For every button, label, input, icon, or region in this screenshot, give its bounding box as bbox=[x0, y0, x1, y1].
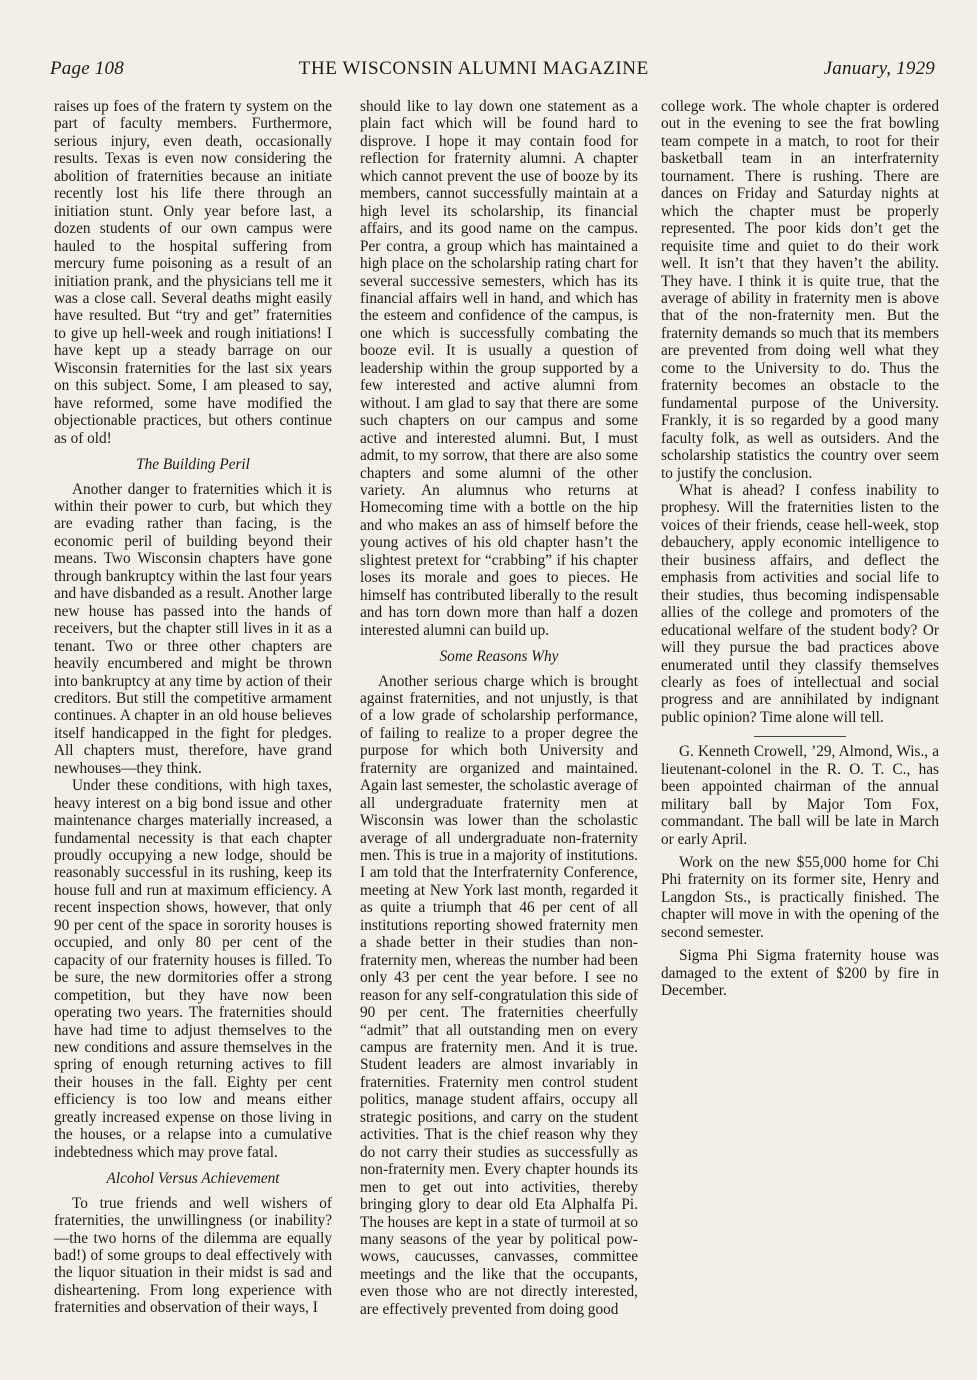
heading-building-peril: The Building Peril bbox=[136, 456, 250, 474]
section-divider bbox=[754, 736, 846, 737]
paragraph-alcohol: To true friends and well wishers of fraternities, the unwillingness (or inability?—the two horns of the dilemma are equally bad!) of some groups to deal effectively with the liquor situation in their midst is sad and disheartening. From long experience with fraternities and observation of their ways, I bbox=[54, 1194, 332, 1317]
news-note-military-ball: G. Kenneth Crowell, ’29, Almond, Wis., a lieutenant-colonel in the R. O. T. C., has been appointed chairman of the annual military ball by Major Tom Fox, commandant. The ball will be late in March or early April. bbox=[661, 743, 939, 848]
paragraph-scholarship: Another serious charge which is brought against fraternities, and not unjustly, is that of a low grade of scholarship performance, of failing to realize to a proper degree the purpose for which both University and fraternity are organized and maintained. Again last semester, the scholastic average of all undergraduate fraternity men at Wisconsin was lower than the scholastic average of all undergraduate non-fraternity men. This is true in a majority of institutions. I am told that the Interfraternity Conference, meeting at New York last month, regarded it as quite a triumph that 46 per cent of all institutions reporting showed fraternity men a shade better in their studies than non-fraternity men, whereas the number had been only 43 per cent the year before. I see no reason for any self-congratulation this side of 90 per cent. The fraternities cheerfully “admit” that all outstanding men on every campus are fraternity men. And it is true. Student leaders are almost invariably in fraternities. Fraternity men control student politics, manage student affairs, occupy all strategic positions, and carry on the student activities. That is the chief reason why they do not carry their studies as successfully as non-fraternity men. Every chapter hounds its men to get out into activities, thereby bringing glory to dear old Eta Alphalfa Pi. The houses are kept in a state of turmoil at so many seasons of the year by political pow-wows, caucusses, canvasses, committee meetings and the like that the occupants, even those who are not directly interested, are effectively prevented from doing good bbox=[360, 672, 638, 1318]
heading-alcohol-versus-achievement: Alcohol Versus Achievement bbox=[106, 1170, 280, 1188]
news-note-chi-phi-house: Work on the new $55,000 home for Chi Phi fraternity on its former site, Henry and Langdon Sts., is practically finished. The chapter will move in with the opening of the second semester. bbox=[661, 854, 939, 941]
news-note-sigma-phi-sigma-fire: Sigma Phi Sigma fraternity house was damaged to the extent of $200 by fire in December. bbox=[661, 947, 939, 1000]
column-3 bbox=[661, 98, 939, 1000]
paragraph-alcohol-continued: should like to lay down one statement as a plain fact which will be found hard to disprove. I hope it may contain food for reflection for fraternity alumni. A chapter which cannot prevent the use of booze by its members, cannot successfully maintain at a high level its scholarship, its financial affairs, and its good name on the campus. Per contra, a group which has maintained a high place on the scholarship rating chart for several successive semesters, which has its financial affairs well in hand, and which has the esteem and confidence of the campus, is one which is successfully combating the booze evil. It is usually a question of leadership within the group supported by a few interested and active alumni from without. I am glad to say that there are some such chapters on our campus and some active and interested alumni. But, I must admit, to my sorrow, that there are also some chapters and some alumni of the other variety. An alumnus who returns at Homecoming time with a bottle on the hip and who makes an ass of himself before the young actives of his old chapter hasn’t the slightest pretext for “crabbing” if his chapter loses its morale and goes to pieces. He himself has contributed liberally to the result and has torn down more than half a dozen interested alumni can build up. bbox=[360, 98, 638, 639]
column-2 bbox=[360, 98, 638, 1318]
paragraph-initiation-dangers: raises up foes of the fratern ty system on the part of faculty members. Furthermore, serious injury, even death, occasionally results. Texas is even now considering the abolition of fraternities because an initiate recently lost his life there through an initiation stunt. Only year before last, a dozen students of our own campus were hauled to the hospital suffering from mercury fume poisoning as a result of an initiation prank, and the physicians tell me it was a close call. Several deaths might easily have resulted. But “try and get” fraternities to give up hell-week and rough initiations! I have kept up a steady barrage on our Wisconsin fraternities for the last six years on this subject. Some, I am pleased to say, have reformed, some have modified the objectionable practices, but others continue as of old! bbox=[54, 98, 332, 447]
paragraph-building-peril: Another danger to fraternities which it is within their power to curb, but which they are evading rather than facing, is the economic peril of building beyond their means. Two Wisconsin chapters have gone through bankruptcy within the last four years and have disbanded as a result. Another large new house has passed into the hands of receivers, but the chapter still lives in it as a tenant. Two or three other chapters are heavily encumbered and might be thrown into bankruptcy at any time by action of their creditors. But still the competitive armament continues. A chapter in an old house believes itself handicapped in the fight for pledges. All chapters must, therefore, have grand newhouses—they think. bbox=[54, 480, 332, 777]
heading-some-reasons-why: Some Reasons Why bbox=[439, 648, 559, 666]
column-1 bbox=[54, 98, 332, 1317]
magazine-title: THE WISCONSIN ALUMNI MAGAZINE bbox=[298, 58, 649, 79]
paragraph-what-is-ahead: What is ahead? I confess inability to prophesy. Will the fraternities listen to the voices of their friends, cease hell-week, stop debauchery, apply economic intelligence to their business affairs, and deflect the emphasis from activities and social life to their studies, thus becoming indispensable allies of the college and promoters of the educational welfare of the student body? Or will they pursue the bad practices above enumerated until they classify themselves clearly as foes of intellectual and social progress and are annihilated by indignant public opinion? Time alone will tell. bbox=[661, 481, 939, 726]
page-number: Page 108 bbox=[50, 58, 124, 79]
paragraph-scholarship-continued: college work. The whole chapter is ordered out in the evening to see the frat bowling team compete in a match, to root for their basketball team in an interfraternity tournament. There is rushing. There are dances on Friday and Saturday nights at which the chapter must be properly represented. The poor kids don’t get the requisite time and quiet to do their work well. It isn’t that they haven’t the ability. They have. I think it is quite true, that the average of ability in fraternity men is above that of the non-fraternity men. But the fraternity demands so much that its members are prevented from doing well what they come to the University to do. Thus the fraternity becomes an obstacle to the fundamental purpose of the University. Frankly, it is so regarded by a good many faculty folk, as well as outsiders. And the scholarship statistics the country over seem to justify the conclusion. bbox=[661, 98, 939, 482]
page-header bbox=[50, 58, 935, 86]
issue-date: January, 1929 bbox=[823, 58, 935, 79]
paragraph-house-efficiency: Under these conditions, with high taxes, heavy interest on a big bond issue and other maintenance charges materially increased, a fundamental necessity is that each chapter proudly occupying a new lodge, should be reasonably successful in its rushing, keep its house full and run at maximum efficiency. A recent inspection shows, however, that only 90 per cent of the space in sorority houses is occupied, and only 80 per cent of the capacity of our fraternity houses is filled. To be sure, the new dormitories offer a strong competition, but they have now been operating two years. The fraternities should have had time to adjust themselves to the new conditions and assure themselves in the spring of enough returning actives to fill their houses in the fall. Eighty per cent efficiency is too low and means either greatly increased expense on those living in the houses, or a relapse into a cumulative indebtedness which may prove fatal. bbox=[54, 777, 332, 1161]
